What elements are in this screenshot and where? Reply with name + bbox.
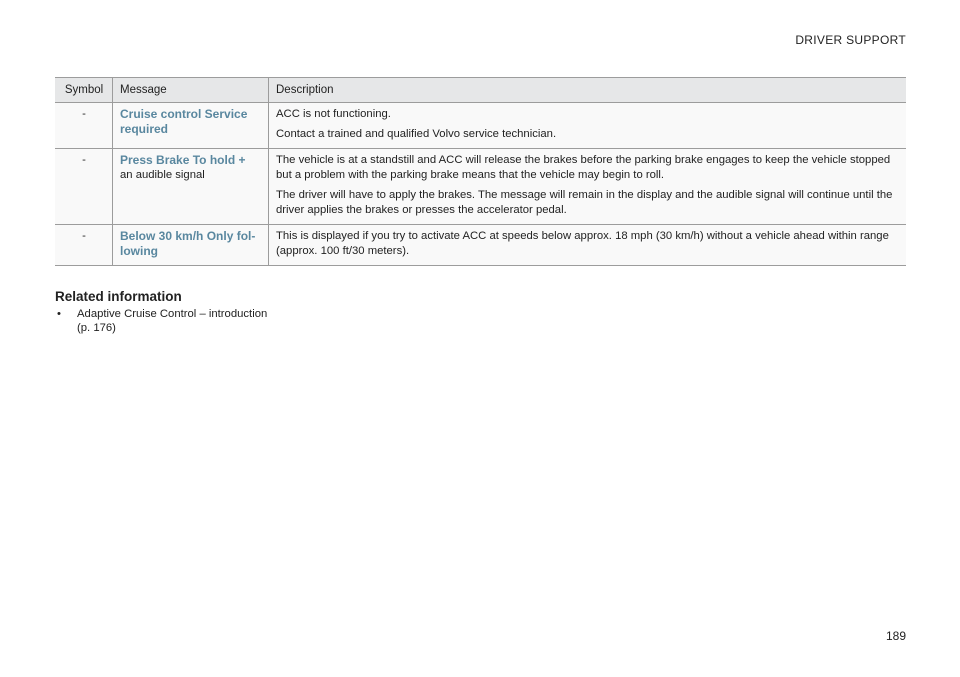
section-header: DRIVER SUPPORT — [795, 33, 906, 47]
symbol-cell: - — [55, 103, 113, 149]
message-cell — [113, 149, 269, 225]
related-link-text: Adaptive Cruise Control – introduction — [77, 308, 268, 320]
related-list — [55, 307, 315, 335]
table-row — [55, 225, 906, 266]
table-row — [55, 103, 906, 149]
description-paragraph: The driver will have to apply the brakes. The message will remain in the display and the audible signal will continue until the driver applies the brakes or presses the accelerator pedal. — [276, 189, 893, 216]
column-header-description: Description — [269, 78, 907, 103]
message-text: Below 30 km/h Only fol-lowing — [120, 229, 256, 258]
message-text: Cruise control Service required — [120, 107, 248, 136]
description-paragraph: Contact a trained and qualified Volvo service technician. — [276, 128, 557, 140]
description-paragraph: ACC is not functioning. — [276, 108, 391, 120]
message-subtext: an audible signal — [120, 169, 205, 181]
message-table — [55, 77, 906, 266]
description-paragraph: This is displayed if you try to activate ACC at speeds below approx. 18 mph (30 km/h) without a vehicle ahead within range (approx. 100 ft/30 meters). — [276, 230, 889, 257]
column-header-message: Message — [113, 78, 269, 103]
symbol-cell: - — [55, 225, 113, 266]
message-text: Press Brake To hold + — [120, 153, 246, 167]
page-number: 189 — [885, 629, 906, 643]
symbol-cell: - — [55, 149, 113, 225]
description-cell — [269, 103, 907, 149]
table-row — [55, 149, 906, 225]
bullet-icon: • — [57, 308, 61, 320]
related-information — [55, 289, 315, 335]
description-paragraph: The vehicle is at a standstill and ACC will release the brakes before the parking brake engages to keep the vehicle stopped but a problem with the parking brake means that the vehicle may begin to roll. — [276, 154, 891, 181]
related-heading: Related information — [55, 289, 182, 304]
related-link[interactable] — [55, 307, 315, 335]
related-link-page: (p. 176) — [77, 322, 116, 334]
table-header-row — [55, 78, 906, 103]
message-cell — [113, 225, 269, 266]
column-header-symbol: Symbol — [55, 78, 113, 103]
description-cell — [269, 149, 907, 225]
message-cell — [113, 103, 269, 149]
description-cell — [269, 225, 907, 266]
